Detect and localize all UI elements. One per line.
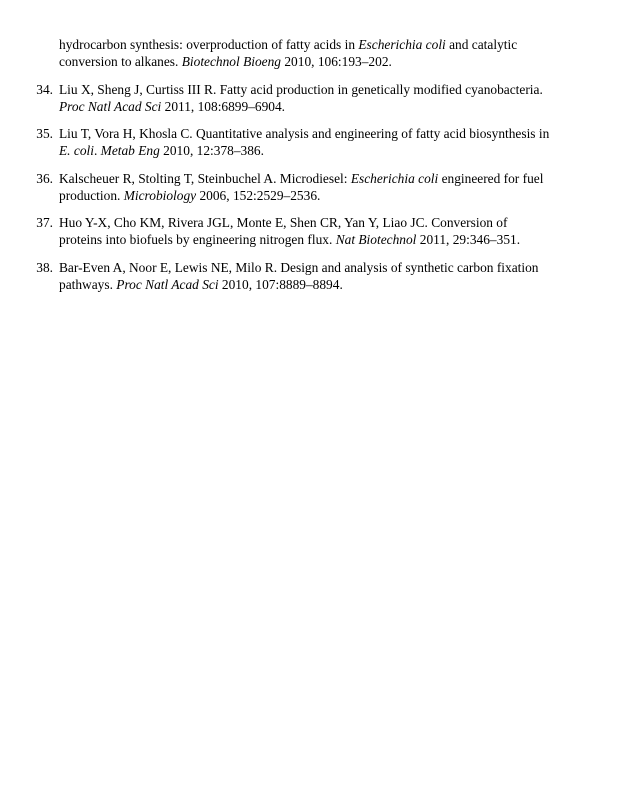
reference-number	[0, 214, 53, 231]
reference-line	[59, 276, 600, 293]
reference-italic-segment: Proc Natl Acad Sci	[59, 98, 162, 114]
reference-italic-segment: Proc Natl Acad Sci	[116, 276, 219, 292]
reference-italic-segment: Nat Biotechnol	[335, 232, 417, 247]
reference-segment: 2010, 107:8889–8894.	[218, 276, 343, 292]
reference-line	[59, 53, 600, 70]
reference-segment: production.	[59, 187, 124, 203]
reference-segment: conversion to alkanes.	[59, 54, 182, 69]
reference-segment: and catalytic	[445, 37, 518, 52]
reference-item	[0, 214, 600, 248]
reference-line	[59, 98, 600, 115]
reference-segment: proteins into biofuels by engineering nitrogen flux.	[59, 232, 336, 247]
reference-segment: Liu T, Vora H, Khosla C. Quantitative analysis and engineering of fatty acid biosynthesis in	[59, 126, 550, 141]
reference-segment: 2006, 152:2529–2536.	[196, 187, 321, 203]
reference-segment: Bar-Even A, Noor E, Lewis NE, Milo R. Design and analysis of synthetic carbon fixation	[59, 259, 539, 275]
reference-text	[59, 36, 600, 70]
reference-italic-segment: E. coli	[59, 143, 94, 158]
reference-number	[0, 125, 53, 142]
reference-item	[0, 36, 600, 70]
reference-number-text: 34.	[36, 81, 53, 97]
reference-segment: pathways.	[59, 276, 117, 292]
reference-item	[0, 259, 600, 293]
reference-line	[59, 142, 600, 159]
reference-segment: .	[93, 143, 101, 158]
reference-line	[59, 259, 600, 276]
reference-number-text: 36.	[36, 170, 53, 186]
reference-line	[59, 81, 600, 98]
reference-number	[0, 170, 53, 187]
reference-segment: hydrocarbon synthesis: overproduction of fatty acids in	[59, 37, 359, 52]
reference-segment: Huo Y-X, Cho KM, Rivera JGL, Monte E, Shen CR, Yan Y, Liao JC. Conversion of	[59, 215, 508, 230]
reference-italic-segment: Escherichia coli	[350, 170, 439, 186]
reference-number	[0, 81, 53, 98]
reference-segment: 2010, 12:378–386.	[159, 143, 264, 158]
reference-text	[59, 214, 600, 248]
reference-segment: 2011, 29:346–351.	[416, 232, 521, 247]
reference-text	[59, 259, 600, 293]
reference-italic-segment: Microbiology	[123, 187, 197, 203]
reference-italic-segment: Metab Eng	[100, 143, 160, 158]
reference-line	[59, 231, 600, 248]
reference-italic-segment: Escherichia coli	[358, 37, 446, 52]
reference-segment: engineered for fuel	[438, 170, 544, 186]
reference-segment: 2010, 106:193–202.	[281, 54, 392, 69]
reference-item	[0, 125, 600, 159]
reference-item	[0, 81, 600, 115]
reference-italic-segment: Biotechnol Bioeng	[181, 54, 282, 69]
reference-text	[59, 81, 600, 115]
reference-line	[59, 125, 600, 142]
reference-list	[0, 36, 600, 303]
reference-text	[59, 170, 600, 204]
reference-number-text: 38.	[36, 259, 53, 275]
reference-number-text: 37.	[36, 215, 53, 230]
reference-item	[0, 170, 600, 204]
reference-segment: 2011, 108:6899–6904.	[161, 98, 286, 114]
reference-line	[59, 170, 600, 187]
reference-line	[59, 187, 600, 204]
reference-text	[59, 125, 600, 159]
reference-segment: Kalscheuer R, Stolting T, Steinbuchel A. Microdiesel:	[59, 170, 351, 186]
reference-line	[59, 214, 600, 231]
reference-segment: Liu X, Sheng J, Curtiss III R. Fatty acid production in genetically modified cyanobacteria.	[59, 81, 543, 97]
reference-line	[59, 36, 600, 53]
reference-number-text: 35.	[36, 126, 53, 141]
reference-number	[0, 259, 53, 276]
